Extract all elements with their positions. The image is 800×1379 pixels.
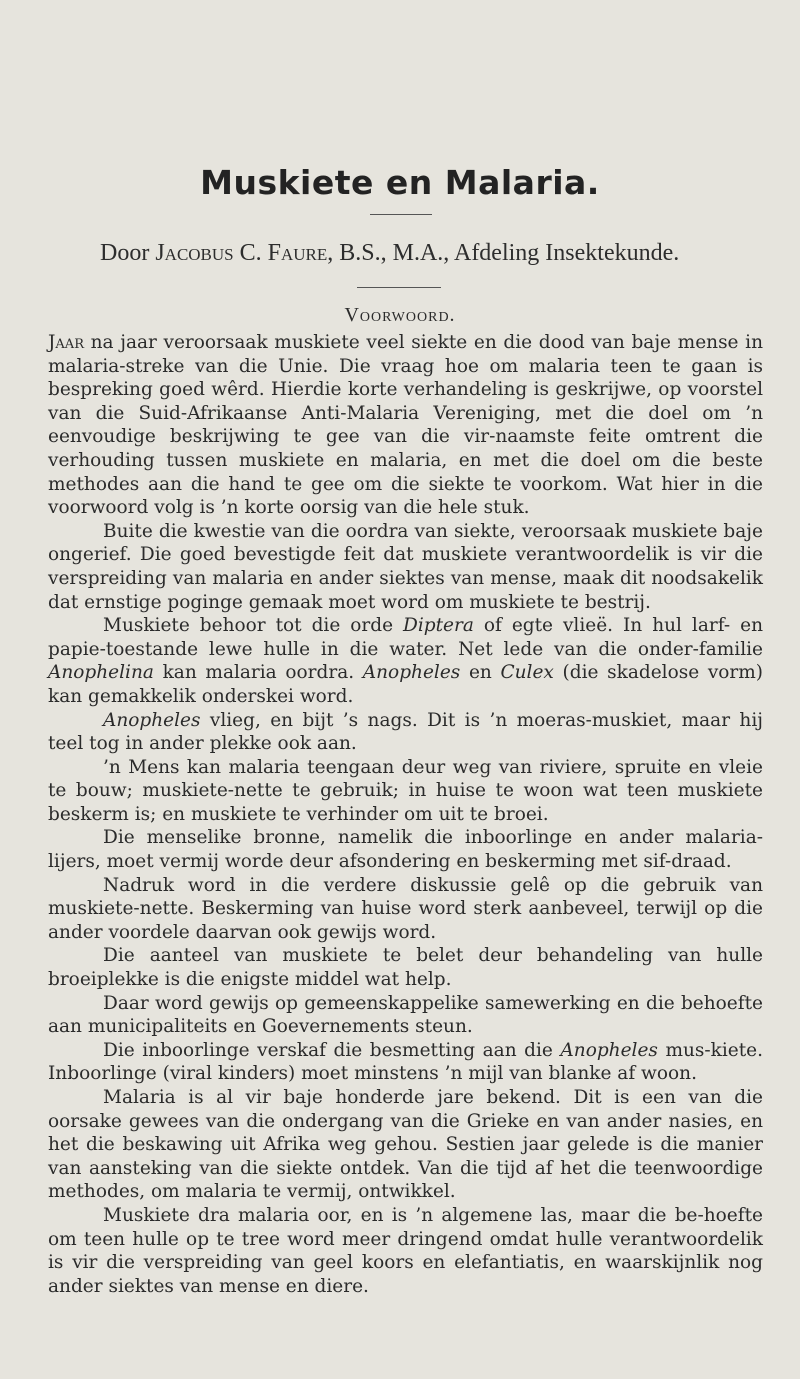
- taxon-name: Anopheles: [362, 662, 461, 684]
- paragraph-11: Malaria is al vir baje honderde jare bekend. Dit is een van die oorsake gewees van die ondergang van die Grieke en van ander nasies, en het die beskawing uit Afrika weg gehou. Sestien jaar gelede is die manier van aansteking van die siekte ontdek. Van die tijd af het die teenwoordige methodes, om malaria te vermij, ontwikkel.: [48, 1087, 763, 1203]
- title-divider: [370, 214, 432, 215]
- author-initial: C.: [239, 240, 262, 266]
- paragraph-5: ’n Mens kan malaria teengaan deur weg van riviere, spruite en vleie te bouw; muskiete-nette te gebruik; in huise te woon wat teen muskiete beskerm is; en muskiete te verhinder om uit te broei.: [48, 756, 763, 825]
- text-span: Die inboorlinge verskaf die besmetting aan die: [103, 1039, 561, 1061]
- paragraph-12: Muskiete dra malaria oor, en is ’n algemene las, maar die be-hoefte om teen hulle op te tree word meer dringend omdat hulle verantwoordelik is vir die verspreiding van geel koors en elefantiatis, en waarskijnlik nog ander siektes van mense en diere.: [48, 1204, 763, 1297]
- byline-affiliation: B.S., M.A., Afdeling Insektekunde.: [339, 240, 680, 266]
- article-title: Muskiete en Malaria.: [200, 163, 600, 202]
- paragraph-7: Nadruk word in die verdere diskussie gelê op die gebruik van muskiete-nette. Beskerming van huise word sterk aanbeveel, terwijl op die ander voordele daarvan ook gewijs word.: [48, 874, 763, 943]
- paragraph-2: Buite die kwestie van die oordra van siekte, veroorsaak muskiete baje ongerief. Die goed bevestigde feit dat muskiete verantwoordelik is vir die verspreiding van malaria en ander siektes van mense, maak dit noodsakelik dat ernstige poginge gemaak moet word om muskiete te bestrij.: [48, 520, 763, 613]
- text-span: mus-kiete. Inboorlinge (viral kinders) moet minstens ’n mijl van blanke af woon.: [48, 1039, 763, 1085]
- author-first-name: Jacobus: [155, 240, 234, 266]
- taxon-name: Culex: [500, 662, 554, 684]
- paragraph-3: [48, 614, 763, 708]
- byline-prefix: Door: [100, 240, 150, 266]
- text-span: Muskiete behoor tot die orde: [103, 615, 404, 637]
- text-span: (die skadelose vorm) kan gemakkelik onderskei word.: [48, 662, 764, 707]
- text-span: of egte vlieë. In hul larf- en papie-toestande lewe hulle in die water. Net lede van die onder-familie: [48, 615, 763, 660]
- taxon-name: Anophelina: [48, 662, 154, 684]
- paragraph-text: na jaar veroorsaak muskiete veel siekte en die dood van baje mense in malaria-streke van die Unie. Die vraag hoe om malaria teen te gaan is bespreking goed wêrd. Hierdie korte verhandeling is geskrijwe, op voorstel van die Suid-Afrikaanse Anti-Malaria Vereniging, met die doel om ’n eenvoudige beskrijwing te gee van die vir-naamste feite omtrent die verhouding tussen muskiete en malaria, en met die doel om die beste methodes aan die hand te gee om die siekte te voorkom. Wat hier in die voorwoord volg is ’n korte oorsig van die hele stuk.: [48, 332, 763, 519]
- paragraph-6: Die menselike bronne, namelik die inboorlinge en ander malaria-lijers, moet vermij worde deur afsondering en beskerming met sif-draad.: [48, 827, 763, 873]
- section-heading: Voorwoord.: [344, 304, 456, 326]
- byline: [100, 240, 740, 267]
- article-body: [48, 331, 763, 1298]
- text-span: kan malaria oordra.: [153, 662, 363, 684]
- paragraph-10: [48, 1039, 763, 1086]
- byline-divider: [357, 287, 441, 288]
- text-span: en: [460, 662, 501, 684]
- paragraph-1: [48, 331, 763, 520]
- author-last-name: Faure,: [267, 240, 334, 266]
- paragraph-lead: Jaar: [48, 332, 84, 353]
- paragraph-9: Daar word gewijs op gemeenskappelike samewerking en die behoefte aan municipaliteits en Goevernements steun.: [48, 992, 763, 1038]
- taxon-name: Anopheles: [103, 709, 201, 731]
- paragraph-4: [48, 709, 763, 756]
- paragraph-8: Die aanteel van muskiete te belet deur behandeling van hulle broeiplekke is die enigste middel wat help.: [48, 945, 763, 991]
- text-span: vlieg, en bijt ’s nags. Dit is ’n moeras-muskiet, maar hij teel tog in ander plekke ook aan.: [48, 709, 763, 755]
- taxon-name: Anopheles: [560, 1039, 658, 1061]
- taxon-name: Diptera: [403, 615, 474, 637]
